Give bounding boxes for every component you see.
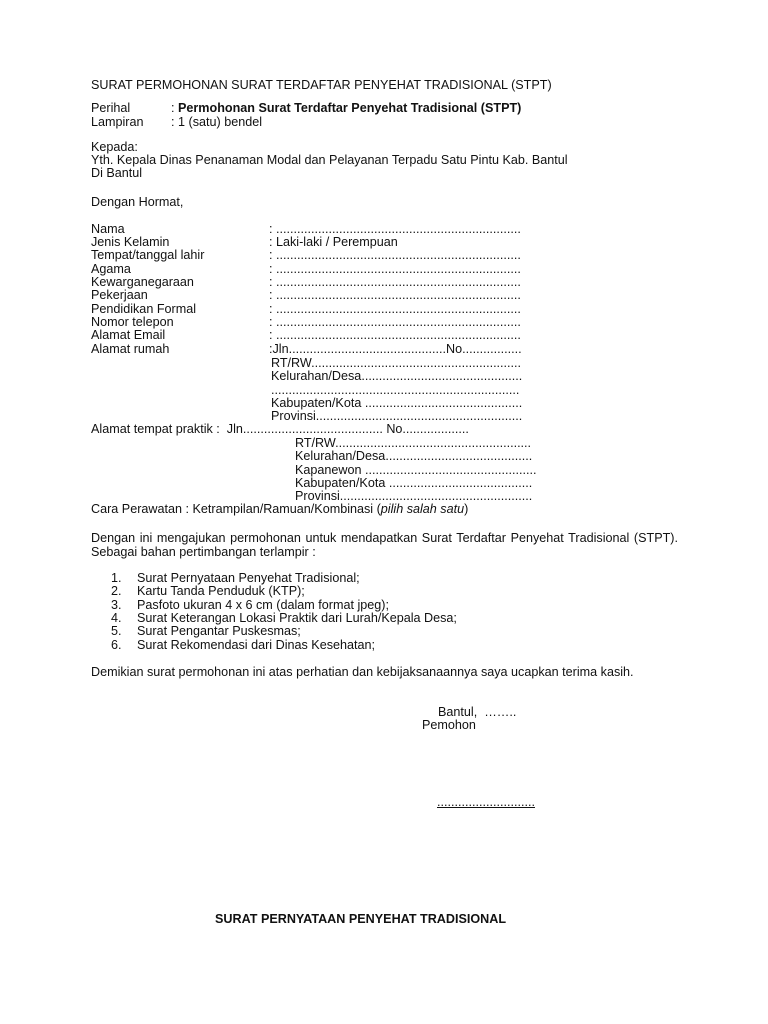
list-item: Surat Pengantar Puskesmas; xyxy=(137,624,301,638)
lampiran-value: : 1 (satu) bendel xyxy=(171,115,263,129)
practice-address-label: Alamat tempat praktik : Jln........................................ No................... xyxy=(91,422,469,436)
list-item: Surat Keterangan Lokasi Praktik dari Lurah/Kepala Desa; xyxy=(137,611,457,625)
field-label: Jenis Kelamin xyxy=(91,235,170,249)
field-value: : ...................................................................... xyxy=(269,288,521,302)
address-line: Kabupaten/Kota ......................................... xyxy=(295,476,533,490)
field-label: Pendidikan Formal xyxy=(91,302,196,316)
treatment-method-text: Cara Perawatan : Ketrampilan/Ramuan/Kombinasi ( xyxy=(91,502,381,516)
list-item: Pasfoto ukuran 4 x 6 cm (dalam format jpeg); xyxy=(137,598,389,612)
field-label: Alamat rumah xyxy=(91,342,170,356)
address-line: Kelurahan/Desa.......................................... xyxy=(295,449,533,463)
salutation: Dengan Hormat, xyxy=(91,195,184,209)
place-date: Bantul, …….. xyxy=(438,705,517,719)
field-value: : ...................................................................... xyxy=(269,302,521,316)
field-value: : ...................................................................... xyxy=(269,315,521,329)
perihal-label: Perihal xyxy=(91,101,131,115)
field-label: Agama xyxy=(91,262,131,276)
field-label: Nomor telepon xyxy=(91,315,174,329)
document-title: SURAT PERMOHONAN SURAT TERDAFTAR PENYEHAT TRADISIONAL (STPT) xyxy=(91,78,552,92)
field-value: : ...................................................................... xyxy=(269,328,521,342)
list-number: 2. xyxy=(111,584,122,598)
next-section-title: SURAT PERNYATAAN PENYEHAT TRADISIONAL xyxy=(215,912,507,926)
address-line: Provinsi........................................................... xyxy=(271,409,523,423)
list-item: Surat Pernyataan Penyehat Tradisional; xyxy=(137,571,360,585)
applicant-title: Pemohon xyxy=(422,718,476,732)
address-line: RT/RW........................................................ xyxy=(295,436,532,450)
closing-paragraph: Demikian surat permohonan ini atas perhatian dan kebijaksanaannya saya ucapkan terima kasih. xyxy=(91,665,634,679)
field-label: Alamat Email xyxy=(91,328,166,342)
address-line: ....................................................................... xyxy=(271,383,520,397)
field-label: Tempat/tanggal lahir xyxy=(91,248,205,262)
list-number: 5. xyxy=(111,624,122,638)
treatment-method-hint: pilih salah satu xyxy=(380,502,465,516)
kepada-label: Kepada: xyxy=(91,140,138,154)
list-number: 1. xyxy=(111,571,122,585)
field-value: : Laki-laki / Perempuan xyxy=(269,235,398,249)
field-label: Nama xyxy=(91,222,125,236)
recipient-line: Yth. Kepala Dinas Penanaman Modal dan Pelayanan Terpadu Satu Pintu Kab. Bantul xyxy=(91,153,568,167)
address-line: Kabupaten/Kota ............................................. xyxy=(271,396,523,410)
treatment-method xyxy=(91,502,468,516)
field-label: Kewarganegaraan xyxy=(91,275,194,289)
address-line: Provinsi....................................................... xyxy=(295,489,533,503)
recipient-location: Di Bantul xyxy=(91,166,143,180)
perihal-text: Permohonan Surat Terdaftar Penyehat Tradisional (STPT) xyxy=(178,101,522,115)
perihal-separator: : xyxy=(171,101,178,115)
list-number: 4. xyxy=(111,611,122,625)
address-line: Kapanewon ................................................. xyxy=(295,463,537,477)
request-paragraph: Dengan ini mengajukan permohonan untuk mendapatkan Surat Terdaftar Penyehat Tradisional (STPT). Sebagai bahan pertimbangan terlampir : xyxy=(91,531,678,559)
address-line: RT/RW............................................................ xyxy=(271,356,522,370)
field-value: : ...................................................................... xyxy=(269,275,521,289)
signature-line: ............................ xyxy=(437,795,535,809)
lampiran-label: Lampiran xyxy=(91,115,144,129)
field-value: :Jln.............................................No................. xyxy=(269,342,522,356)
list-number: 3. xyxy=(111,598,122,612)
treatment-method-close: ) xyxy=(464,502,469,516)
field-value: : ...................................................................... xyxy=(269,222,521,236)
list-item: Surat Rekomendasi dari Dinas Kesehatan; xyxy=(137,638,376,652)
list-item: Kartu Tanda Penduduk (KTP); xyxy=(137,584,305,598)
field-label: Pekerjaan xyxy=(91,288,148,302)
field-value: : ...................................................................... xyxy=(269,248,521,262)
address-line: Kelurahan/Desa.............................................. xyxy=(271,369,523,383)
field-value: : ...................................................................... xyxy=(269,262,521,276)
list-number: 6. xyxy=(111,638,122,652)
perihal-value xyxy=(171,101,521,115)
